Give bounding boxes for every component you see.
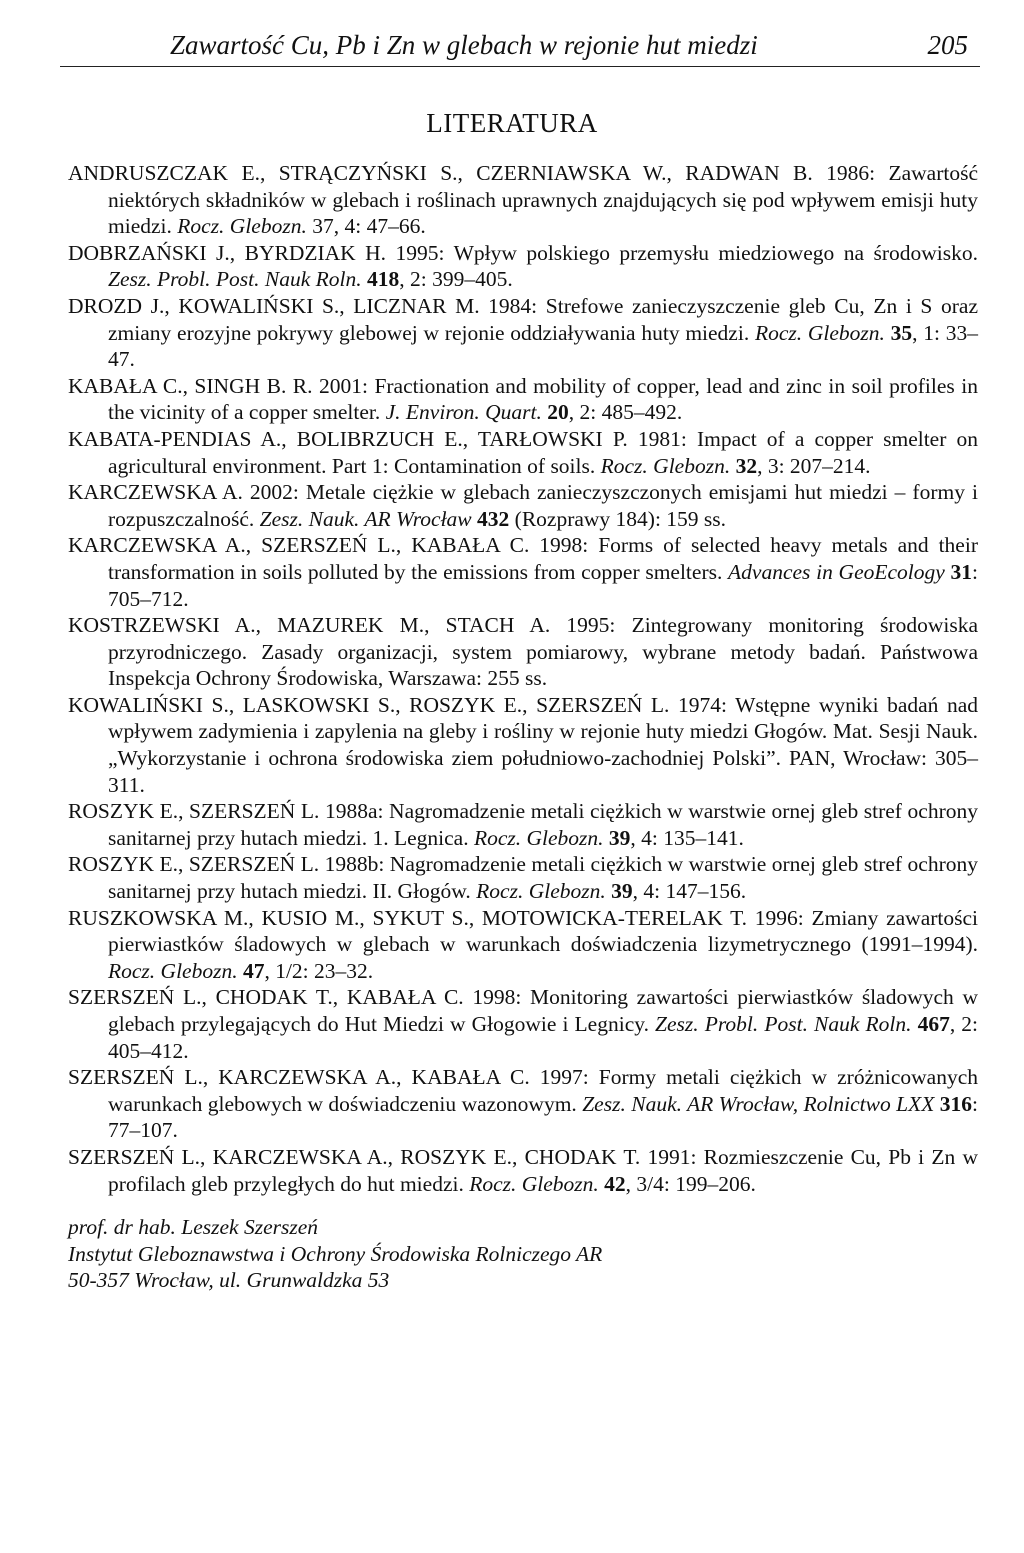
reference-text: , 4: 135–141. bbox=[630, 825, 744, 850]
reference-text: (Rozprawy 184): 159 ss. bbox=[509, 506, 727, 531]
section-title: LITERATURA bbox=[426, 108, 598, 138]
volume-number: 39 bbox=[608, 825, 631, 850]
journal-title: Zesz. Nauk. AR Wrocław, Rolnictwo LXX bbox=[582, 1091, 935, 1116]
running-title: Zawartość Cu, Pb i Zn w glebach w rejonie hut miedzi bbox=[170, 30, 758, 60]
author-address: 50-357 Wrocław, ul. Grunwaldzka 53 bbox=[68, 1268, 390, 1293]
reference-text: KOSTRZEWSKI A., MAZUREK M., STACH A. 1995: Zintegrowany monitoring środowiska przyrodniczego. Zasady organizacji, system pomiarowy, wybrane metody badań. Państwowa Inspekcja Ochrony Środowiska, Warszawa: 255 ss. bbox=[68, 613, 978, 691]
journal-title: Rocz. Glebozn. bbox=[473, 825, 604, 850]
volume-number: 467 bbox=[917, 1012, 950, 1036]
journal-title: Rocz. Glebozn. bbox=[600, 453, 731, 478]
reference-entry bbox=[68, 160, 978, 240]
reference-text: , 3/4: 199–206. bbox=[625, 1171, 756, 1196]
reference-text: ROSZYK E., SZERSZEŃ L. 1988b: Nagromadzenie metali ciężkich w warstwie ornej gleb stref ochrony sanitarnej przy hutach miedzi. II. Głogów. bbox=[68, 852, 978, 904]
journal-title: J. Environ. Quart. bbox=[385, 400, 542, 425]
running-header bbox=[60, 28, 980, 67]
journal-title: Rocz. Glebozn. bbox=[177, 214, 307, 239]
volume-number: 20 bbox=[547, 400, 569, 425]
author-signature bbox=[68, 1214, 602, 1294]
reference-text: KABATA-PENDIAS A., BOLIBRZUCH E., TARŁOWSKI P. 1981: Impact of a copper smelter on agricultural environment. Part 1: Contamination of soils. bbox=[68, 426, 978, 478]
journal-title: Zesz. Probl. Post. Nauk Roln. bbox=[108, 267, 362, 292]
reference-entry bbox=[68, 905, 978, 985]
volume-number: 418 bbox=[367, 267, 400, 292]
reference-entry bbox=[68, 293, 978, 373]
volume-number: 432 bbox=[477, 506, 510, 531]
reference-entry bbox=[68, 984, 978, 1064]
volume-number: 31 bbox=[950, 559, 973, 584]
journal-title: Rocz. Glebozn. bbox=[476, 879, 606, 904]
volume-number: 35 bbox=[890, 320, 913, 345]
reference-text: , 4: 147–156. bbox=[632, 879, 747, 904]
reference-entry bbox=[68, 612, 978, 692]
reference-text: ANDRUSZCZAK E., STRĄCZYŃSKI S., CZERNIAWSKA W., RADWAN B. 1986: Zawartość niektórych składników w glebach i roślinach uprawnych znajdujących się pod wpływem emisji huty miedzi. bbox=[68, 161, 978, 239]
reference-text: 37, 4: 47–66. bbox=[306, 214, 426, 239]
reference-text: DROZD J., KOWALIŃSKI S., LICZNAR M. 1984: Strefowe zanieczyszczenie gleb Cu, Zn i S oraz zmiany erozyjne pokrywy glebowej w rejonie oddziaływania huty miedzi. bbox=[68, 293, 978, 345]
author-institute: Instytut Gleboznawstwa i Ochrony Środowiska Rolniczego AR bbox=[68, 1241, 603, 1266]
reference-text: KOWALIŃSKI S., LASKOWSKI S., ROSZYK E., SZERSZEŃ L. 1974: Wstępne wyniki badań nad wpływem zadymienia i zapylenia na gleby i rośliny w rejonie huty miedzi Głogów. Mat. Sesji Nauk. „Wykorzystanie i ochrona środowiska ziem południowo-zachodniej Polski”. PAN, Wrocław: 305–311. bbox=[68, 692, 978, 797]
reference-text: KARCZEWSKA A. 2002: Metale ciężkie w glebach zanieczyszczonych emisjami hut miedzi – formy i rozpuszczalność. bbox=[68, 480, 978, 531]
reference-entry bbox=[68, 798, 978, 851]
volume-number: 316 bbox=[939, 1091, 973, 1116]
journal-title: Rocz. Glebozn. bbox=[754, 320, 885, 345]
page-number: 205 bbox=[927, 30, 968, 60]
reference-entry bbox=[68, 851, 978, 904]
reference-entry bbox=[68, 1144, 978, 1197]
reference-text: DOBRZAŃSKI J., BYRDZIAK H. 1995: Wpływ polskiego przemysłu miedziowego na środowisko. bbox=[68, 240, 978, 265]
journal-title: Zesz. Nauk. AR Wrocław bbox=[259, 506, 472, 531]
reference-text: KABAŁA C., SINGH B. R. 2001: Fractionation and mobility of copper, lead and zinc in soil profiles in the vicinity of a copper smelter. bbox=[68, 373, 978, 425]
reference-text: : 705–712. bbox=[108, 559, 978, 611]
reference-entry bbox=[68, 426, 978, 479]
journal-title: Advances in GeoEcology bbox=[728, 559, 945, 584]
reference-text: : 77–107. bbox=[108, 1091, 978, 1143]
reference-entry bbox=[68, 479, 978, 532]
reference-entry bbox=[68, 1064, 978, 1144]
journal-title: Rocz. Glebozn. bbox=[108, 958, 238, 983]
reference-text: SZERSZEŃ L., KARCZEWSKA A., KABAŁA C. 1997: Formy metali ciężkich w zróżnicowanych warunkach glebowych w doświadczeniu wazonowym. bbox=[68, 1065, 978, 1116]
reference-text: , 2: 485–492. bbox=[568, 400, 683, 425]
reference-text: KARCZEWSKA A., SZERSZEŃ L., KABAŁA C. 1998: Forms of selected heavy metals and their transformation in soils polluted by the emissions from copper smelters. bbox=[68, 533, 978, 584]
volume-number: 32 bbox=[735, 453, 758, 478]
reference-text: ROSZYK E., SZERSZEŃ L. 1988a: Nagromadzenie metali ciężkich w warstwie ornej gleb stref ochrony sanitarnej przy hutach miedzi. 1. Legnica. bbox=[68, 799, 978, 850]
reference-text: RUSZKOWSKA M., KUSIO M., SYKUT S., MOTOWICKA-TERELAK T. 1996: Zmiany zawartości pierwiastków śladowych w glebach w warunkach doświadczenia lizymetrycznego (1991–1994). bbox=[68, 905, 978, 957]
reference-text: SZERSZEŃ L., KARCZEWSKA A., ROSZYK E., CHODAK T. 1991: Rozmieszczenie Cu, Pb i Zn w profilach gleb przyległych do hut miedzi. bbox=[68, 1144, 978, 1196]
reference-text: , 1/2: 23–32. bbox=[264, 958, 374, 983]
reference-text: , 1: 33–47. bbox=[108, 320, 978, 372]
reference-text: , 2: 399–405. bbox=[399, 267, 513, 292]
journal-title: Zesz. Probl. Post. Nauk Roln. bbox=[655, 1012, 912, 1036]
volume-number: 39 bbox=[611, 879, 633, 904]
volume-number: 42 bbox=[604, 1171, 626, 1196]
reference-entry bbox=[68, 532, 978, 612]
journal-title: Rocz. Glebozn. bbox=[469, 1171, 599, 1196]
reference-entry bbox=[68, 692, 978, 798]
reference-text: SZERSZEŃ L., CHODAK T., KABAŁA C. 1998: Monitoring zawartości pierwiastków śladowych w glebach przylegających do Hut Miedzi w Głogowie i Legnicy. bbox=[68, 985, 978, 1036]
author-name: prof. dr hab. Leszek Szerszeń bbox=[68, 1215, 319, 1239]
reference-list bbox=[68, 160, 978, 1197]
volume-number: 47 bbox=[242, 958, 265, 983]
reference-text: , 2: 405–412. bbox=[108, 1012, 979, 1063]
reference-entry bbox=[68, 240, 978, 293]
reference-text: , 3: 207–214. bbox=[757, 453, 871, 478]
reference-entry bbox=[68, 373, 978, 426]
